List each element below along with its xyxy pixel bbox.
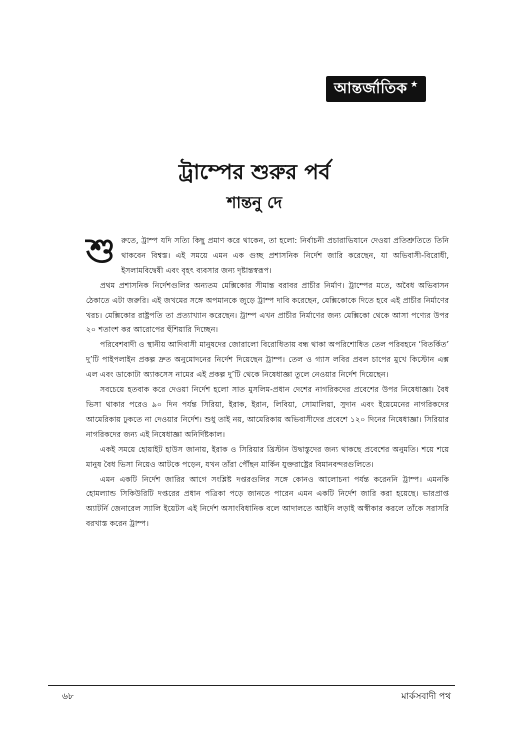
article-paragraph-2: প্রথম প্রশাসনিক নির্দেশগুলির অন্যতম মেক্সিকোর সীমান্ত বরাবর প্রাচীর নির্মাণ। ট্রাম্পের মতে, অবৈধ অভিবাসন ঠেকাতে এটা জরুরি। এই জখমের সঙ্গে অপমানকে জুড়ে ট্রাম্প দাবি করেছেন, মেক্সিকোকে দিতে হবে এই প্রাচীর নির্মাণের খরচ। মেক্সিকোর রাষ্ট্রপতি তা প্রত্যাখ্যান করেছেন। ট্রাম্প এখন প্রাচীর নির্মাণের জন্য মেক্সিকো থেকে আসা পণ্যের উপর ২০ শতাংশ কর আরোপের হুঁশিয়ারি দিচ্ছেন। [86,280,449,335]
paragraph-text: রুতে, ট্রাম্প যদি সত্যি কিছু প্রমাণ করে থাকেন, তা হলো: নির্বাচনী প্রচারাভিযানে দেওয়া প্রতিশ্রুতিতে তিনি থাকবেন বিশ্বস্ত। এই সময়ে এমন এক গুচ্ছ প্রশাসনিক নির্দেশ জারি করেছেন, যা অভিবাসী-বিরোধী, ইসলামবিদ্বেষী এবং বৃহৎ ব্যবসার জন্য দৃষ্টান্তস্বরূপ। [121,236,449,275]
article-title: ট্রাম্পের শুরুর পর্ব [178,160,331,184]
footer-divider [48,685,455,686]
section-badge [326,76,426,102]
article-paragraph-3: পরিবেশবাদী ও স্থানীয় আদিবাসী মানুষদের জোরালো বিরোধিতায় বন্ধ থাকা অপরিশোধিত তেল পরিবহনে ‘বিতর্কিত’ দু’টি পাইপলাইন প্রকল্প দ্রুত অনুমোদনের নির্দেশ দিয়েছেন ট্রাম্প। তেল ও গ্যাস লবির প্রবল চাপের মুখে কিস্টোন এক্স এল এবং ডাকোটা অ্যাকসেস নামের এই প্রকল্প দু’টি থেকে নিষেধাজ্ঞা তুলে নেওয়ার নির্দেশ দিয়েছেন। [86,340,449,380]
article-body [86,231,449,532]
article-paragraph-5: একই সময়ে হোয়াইট হাউস জানায়, ইরাক ও সিরিয়ার খ্রিস্টান উদ্বাস্তুদের জন্য থাকছে প্রবেশের অনুমতি। শয়ে শয়ে মানুষ বৈধ ভিসা নিয়েও আটকে পড়েন, যখন তাঁরা পৌঁছন মার্কিন যুক্তরাষ্ট্রের বিমানবন্দরগুলিতে। [86,444,449,469]
section-label: আন্তর্জাতিক [334,78,408,97]
drop-cap: শু [86,231,116,271]
journal-name: মার্কসবাদী পথ [401,692,451,702]
section-star-icon: ★ [410,80,419,90]
article-paragraph-4: সবচেয়ে হতবাক করে দেওয়া নির্দেশ হলো সাত মুসলিম-প্রধান দেশের নাগরিকদের প্রবেশের উপর নিষেধাজ্ঞা। বৈধ ভিসা থাকার পরেও ৯০ দিন পর্যন্ত সিরিয়া, ইরাক, ইরান, লিবিয়া, সোমালিয়া, সুদান এবং ইয়েমেনের নাগরিকদের আমেরিকায় ঢুকতে না দেওয়ার নির্দেশ। শুধু তাই নয়, আমেরিকায় অভিবাসীদের প্রবেশে ১২০ দিনের নিষেধাজ্ঞা। সিরিয়ার নাগরিকদের জন্য এই নিষেধাজ্ঞা অনির্দিষ্টকাল। [86,385,449,439]
article-paragraph-6: এমন একটি নির্দেশ জারির আগে সংশ্লিষ্ট দপ্তরগুলির সঙ্গে কোনও আলোচনা পর্যন্ত করেননি ট্রাম্প। এমনকি হোমল্যান্ড সিকিউরিটি দপ্তরের প্রধান পত্রিকা পড়ে জানতে পারেন এমন একটি নির্দেশ জারি করা হয়েছে। ভারপ্রাপ্ত অ্যাটর্নি জেনারেল স্যালি ইয়েটস এই নির্দেশ অসাংবিধানিক বলে আদালতে আইনি লড়াই অস্বীকার করলে তাঁকে সরাসরি বরখাস্ত করেন ট্রাম্প। [86,474,449,529]
article-paragraph-1 [86,231,449,279]
page-number: ৬৮ [62,692,74,702]
article-author: শান্তনু দে [226,193,283,212]
